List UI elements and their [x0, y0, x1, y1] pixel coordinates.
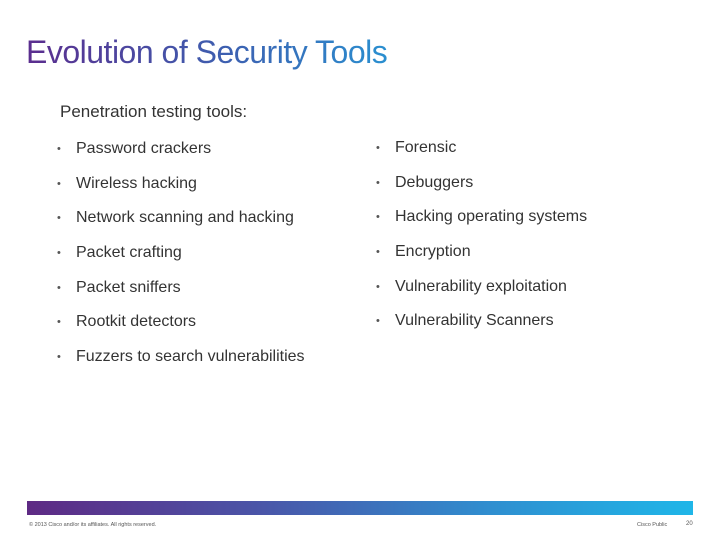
list-item — [57, 310, 305, 345]
bullet-icon: • — [57, 351, 61, 364]
list-item-label: Vulnerability Scanners — [395, 312, 554, 330]
list-item-label: Forensic — [395, 139, 457, 156]
slide-subtitle: Penetration testing tools: — [60, 102, 248, 121]
left-bullet-list — [57, 137, 305, 380]
bullet-icon: • — [57, 281, 61, 294]
list-item — [57, 137, 305, 172]
bullet-icon: • — [376, 211, 380, 224]
list-item — [57, 345, 305, 380]
list-item — [57, 206, 305, 241]
list-item — [376, 136, 587, 171]
list-item-label: Encryption — [395, 243, 471, 261]
page-number: 20 — [686, 521, 693, 527]
bullet-icon: • — [376, 142, 380, 154]
bullet-icon: • — [57, 177, 61, 190]
list-item — [376, 240, 587, 275]
right-bullet-list — [376, 136, 587, 344]
list-item-label: Fuzzers to search vulnerabilities — [76, 348, 305, 366]
list-item-label: Debuggers — [395, 173, 474, 191]
bullet-icon: • — [57, 316, 61, 329]
list-item-label: Rootkit detectors — [76, 313, 197, 331]
list-item-label: Password crackers — [76, 140, 212, 157]
bullet-icon: • — [57, 143, 61, 155]
list-item-label: Hacking operating systems — [395, 208, 588, 226]
bullet-icon: • — [376, 176, 380, 189]
bullet-icon: • — [376, 280, 380, 293]
list-item-label: Vulnerability exploitation — [395, 277, 567, 295]
list-item-label: Wireless hacking — [76, 174, 197, 192]
slide-title: Evolution of Security Tools — [26, 34, 388, 70]
list-item — [57, 172, 305, 207]
footer-copyright: © 2013 Cisco and/or its affiliates. All rights reserved. — [29, 522, 157, 528]
list-item — [376, 205, 587, 240]
list-item — [376, 309, 587, 344]
list-item — [57, 276, 305, 311]
list-item-label: Network scanning and hacking — [76, 209, 294, 227]
bullet-icon: • — [57, 212, 61, 225]
bullet-icon: • — [376, 315, 380, 328]
list-item-label: Packet sniffers — [76, 278, 181, 296]
bullet-icon: • — [376, 246, 380, 259]
footer-classification: Cisco Public — [637, 522, 668, 528]
list-item — [376, 275, 587, 310]
list-item — [57, 241, 305, 276]
list-item-label: Packet crafting — [76, 244, 182, 262]
list-item — [376, 171, 587, 206]
bullet-icon: • — [57, 247, 61, 260]
footer-gradient-bar — [27, 501, 693, 515]
